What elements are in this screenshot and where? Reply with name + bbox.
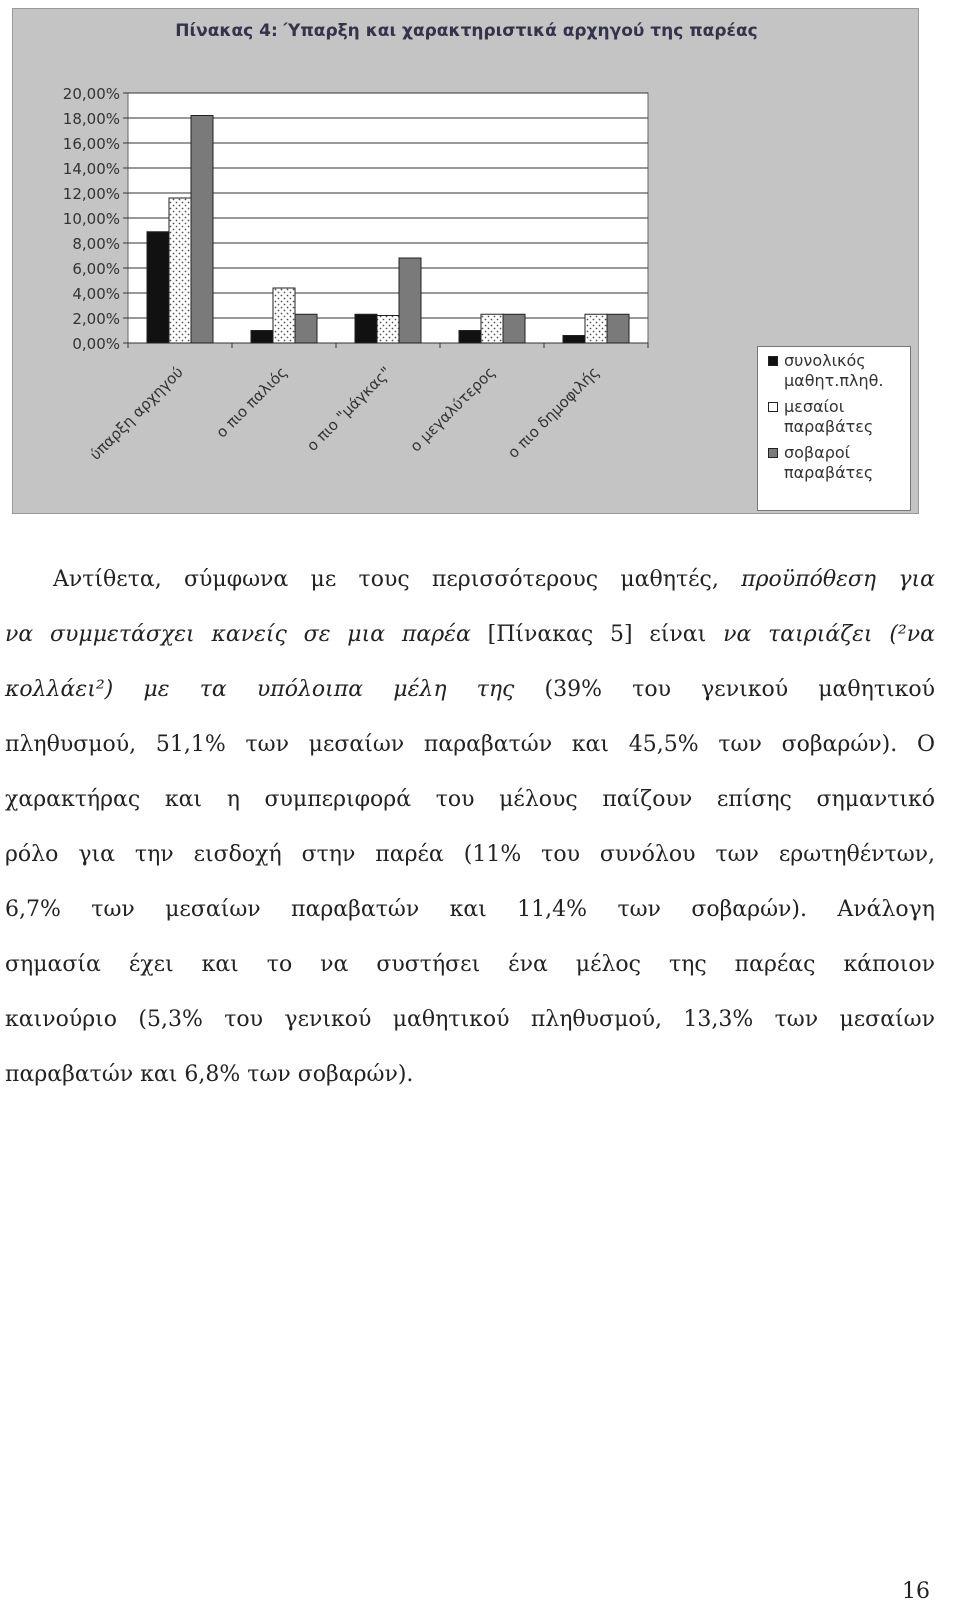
- text-segment: [Πίνακας 5] είναι: [470, 622, 724, 647]
- legend-item-total: [768, 351, 906, 391]
- bar-1: [481, 314, 503, 343]
- legend-item-medium: [768, 397, 906, 437]
- text-segment: ρόλο για την εισδοχή στην παρέα (11% του συνόλου των ερωτηθέντων,: [5, 842, 935, 867]
- y-tick-label: 2,00%: [72, 310, 120, 328]
- text-segment: χαρακτήρας και η συμπεριφορά του μέλους παίζουν επίσης σημαντικό: [5, 787, 935, 812]
- x-tick-label: ο πιο δημοφιλής: [504, 363, 603, 462]
- body-paragraph: [5, 552, 935, 1102]
- bar-0: [251, 331, 273, 344]
- y-tick-label: 16,00%: [62, 135, 120, 153]
- bar-0: [355, 314, 377, 343]
- bar-1: [169, 198, 191, 343]
- paragraph-line: [5, 552, 935, 607]
- bar-0: [459, 331, 481, 344]
- y-tick-label: 8,00%: [72, 235, 120, 253]
- text-segment: προϋπόθεση για: [741, 567, 935, 592]
- paragraph-line: [5, 772, 935, 827]
- y-tick-label: 0,00%: [72, 335, 120, 353]
- paragraph-line: [5, 662, 935, 717]
- legend-swatch-serious: [768, 448, 778, 458]
- text-segment: παραβατών και 6,8% των σοβαρών).: [5, 1062, 414, 1087]
- x-tick-label: ο πιο "μάγκας": [303, 363, 395, 455]
- text-segment: κολλάει²) με τα υπόλοιπα μέλη της: [5, 677, 515, 702]
- chart-legend: [757, 346, 911, 511]
- bar-2: [503, 314, 525, 343]
- chart-title: Πίνακας 4: Ύπαρξη και χαρακτηριστικά αρχηγού της παρέας: [175, 21, 758, 41]
- paragraph-line: [5, 992, 935, 1047]
- y-tick-label: 6,00%: [72, 260, 120, 278]
- text-segment: πληθυσμού, 51,1% των μεσαίων παραβατών και 45,5% των σοβαρών). Ο: [5, 732, 935, 757]
- text-segment: 6,7% των μεσαίων παραβατών και 11,4% των σοβαρών). Ανάλογη: [5, 897, 935, 922]
- legend-label: συνολικός μαθητ.πληθ.: [784, 351, 884, 390]
- text-segment: Αντίθετα, σύμφωνα με τους περισσότερους μαθητές,: [53, 567, 742, 592]
- y-tick-label: 4,00%: [72, 285, 120, 303]
- text-segment: να συμμετάσχει κανείς σε μια παρέα: [5, 622, 471, 647]
- bar-2: [295, 314, 317, 343]
- x-tick-label: ο μεγαλύτερος: [406, 363, 499, 456]
- y-tick-label: 10,00%: [62, 210, 120, 228]
- paragraph-line: [5, 607, 935, 662]
- legend-item-serious: [768, 443, 906, 483]
- y-tick-label: 12,00%: [62, 185, 120, 203]
- bar-1: [585, 314, 607, 343]
- page-number: 16: [902, 1579, 930, 1604]
- legend-swatch-total: [768, 356, 778, 366]
- text-segment: σημασία έχει και το να συστήσει ένα μέλος της παρέας κάποιον: [5, 952, 935, 977]
- text-segment: (39% του γενικού μαθητικού: [514, 677, 935, 702]
- paragraph-line: [5, 882, 935, 937]
- y-tick-label: 20,00%: [62, 85, 120, 103]
- text-segment: καινούριο (5,3% του γενικού μαθητικού πληθυσμού, 13,3% των μεσαίων: [5, 1007, 935, 1032]
- y-tick-label: 18,00%: [62, 110, 120, 128]
- y-tick-label: 14,00%: [62, 160, 120, 178]
- paragraph-line: [5, 1047, 935, 1102]
- chart-figure: [12, 8, 919, 514]
- bar-0: [563, 336, 585, 344]
- legend-label: σοβαροί παραβάτες: [784, 443, 874, 482]
- bar-2: [191, 116, 213, 344]
- bar-2: [607, 314, 629, 343]
- paragraph-line: [5, 717, 935, 772]
- bar-2: [399, 258, 421, 343]
- bar-1: [377, 316, 399, 344]
- paragraph-line: [5, 937, 935, 992]
- legend-label: μεσαίοι παραβάτες: [784, 397, 874, 436]
- bar-1: [273, 288, 295, 343]
- x-tick-label: ο πιο παλιός: [212, 363, 291, 442]
- bar-0: [147, 232, 169, 343]
- legend-swatch-medium: [768, 402, 778, 412]
- paragraph-line: [5, 827, 935, 882]
- x-tick-label: ύπαρξη αρχηγού: [86, 363, 187, 464]
- text-segment: να ταιριάζει (²να: [723, 622, 935, 647]
